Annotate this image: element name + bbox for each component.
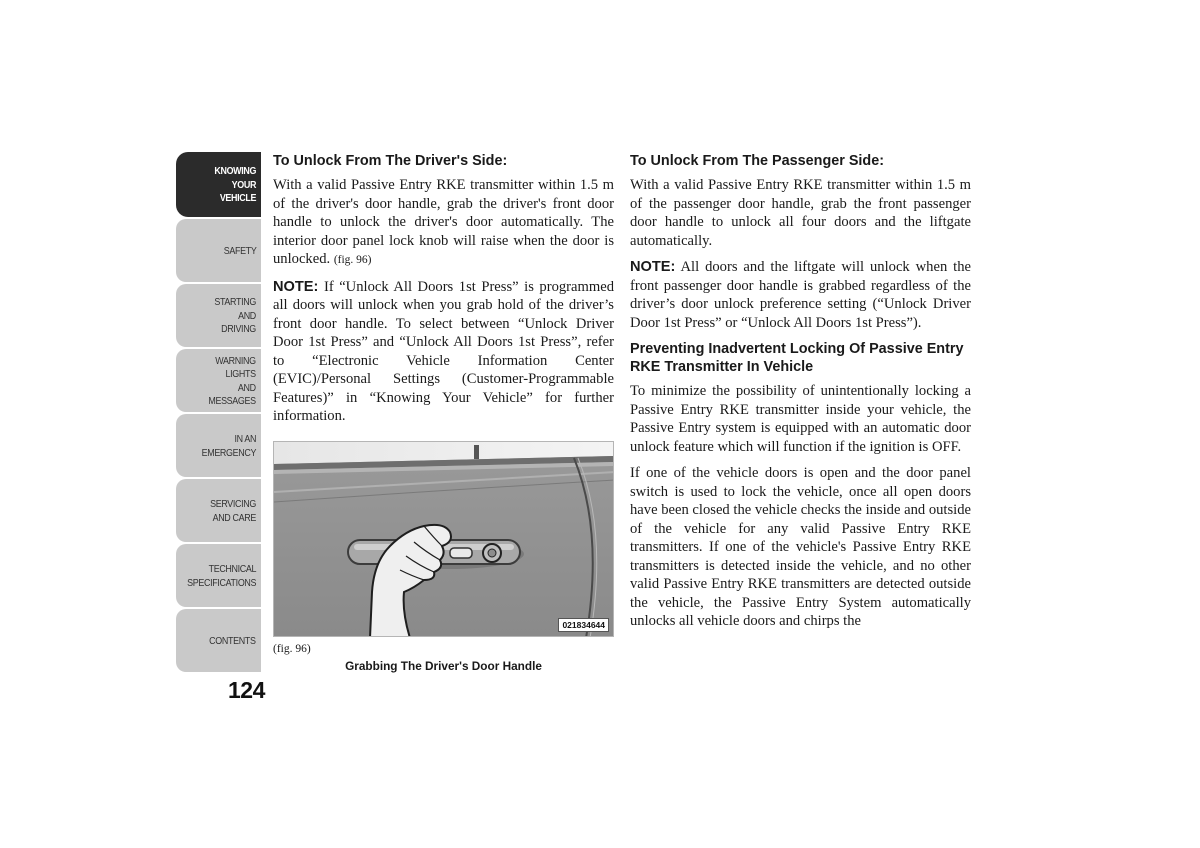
tab-label: STARTING AND DRIVING: [214, 296, 256, 336]
tab-technical-specifications[interactable]: [176, 544, 261, 607]
tab-in-an-emergency[interactable]: [176, 414, 261, 477]
right-column: [630, 152, 971, 639]
tab-label: TECHNICAL SPECIFICATIONS: [187, 563, 256, 589]
paragraph: [273, 176, 614, 270]
section-heading: To Unlock From The Passenger Side:: [630, 153, 885, 169]
note-text: All doors and the liftgate will unlock when the front passenger door handle is grabbed regardless of the driver’s door unlock preference setting (“Unlock Driver Door 1st Press” or “Unlock All Doors 1st Press”).: [630, 259, 971, 331]
note-label: NOTE:: [273, 278, 319, 295]
tab-label: SERVICING AND CARE: [210, 498, 256, 524]
tab-label: KNOWING YOUR VEHICLE: [214, 165, 256, 205]
note-text: If “Unlock All Doors 1st Press” is programmed all doors will unlock when you grab hold of the driver’s front door handle. To select between “Unlock Driver Door 1st Press” and “Unlock All Doors 1st Press”, refer to “Electronic Vehicle Information Center (EVIC)/Personal Settings (Customer-Programmable Features)” in “Knowing Your Vehicle” for further information.: [273, 278, 614, 424]
tab-safety[interactable]: [176, 219, 261, 282]
note-paragraph: [630, 258, 971, 332]
tab-knowing-your-vehicle[interactable]: [176, 152, 261, 217]
figure-code: 021834644: [558, 618, 609, 632]
paragraph-text: With a valid Passive Entry RKE transmitter within 1.5 m of the driver's door handle, grab the driver's front door handle to unlock the driver's door automatically. The interior door panel lock knob will raise when the door is unlocked.: [273, 177, 614, 267]
door-handle-illustration: [274, 442, 614, 637]
door-handle-figure: [273, 441, 614, 637]
tab-label: WARNING LIGHTS AND MESSAGES: [208, 354, 256, 407]
page-number: 124: [228, 677, 265, 703]
note-label: NOTE:: [630, 259, 676, 275]
paragraph: If one of the vehicle doors is open and the door panel switch is used to lock the vehicle, once all open doors have been closed the vehicle checks the inside and outside of the vehicle for any valid Passive Entry RKE transmitters. If one of the vehicle's Passive Entry RKE transmitters is detected inside the vehicle, and no other valid Passive Entry RKE transmitters are detected outside the vehicle, the Passive Entry System automatically unlocks all vehicle doors and chirps the: [630, 465, 971, 629]
tab-label: IN AN EMERGENCY: [201, 433, 256, 459]
note-paragraph: [273, 278, 614, 426]
figure-label: (fig. 96): [273, 643, 311, 655]
figure-reference: (fig. 96): [333, 254, 372, 266]
tab-label: CONTENTS: [209, 634, 256, 647]
chapter-tabs: [176, 152, 261, 674]
tab-label: SAFETY: [223, 244, 256, 257]
section-heading: Preventing Inadvertent Locking Of Passive Entry RKE Transmitter In Vehicle: [630, 341, 964, 375]
paragraph: With a valid Passive Entry RKE transmitter within 1.5 m of the passenger door handle, grab the front passenger door handle to unlock all four doors and the liftgate automatically.: [630, 177, 971, 249]
tab-warning-lights[interactable]: [176, 349, 261, 412]
section-heading: To Unlock From The Driver's Side:: [273, 153, 508, 169]
left-column: [273, 152, 614, 434]
tab-servicing-and-care[interactable]: [176, 479, 261, 542]
tab-contents[interactable]: [176, 609, 261, 672]
paragraph: To minimize the possibility of unintentionally locking a Passive Entry RKE transmitter inside your vehicle, the Passive Entry system is equipped with an automatic door unlock feature which will function if the ignition is OFF.: [630, 383, 971, 455]
figure-caption: Grabbing The Driver's Door Handle: [345, 659, 542, 673]
tab-starting-and-driving[interactable]: [176, 284, 261, 347]
